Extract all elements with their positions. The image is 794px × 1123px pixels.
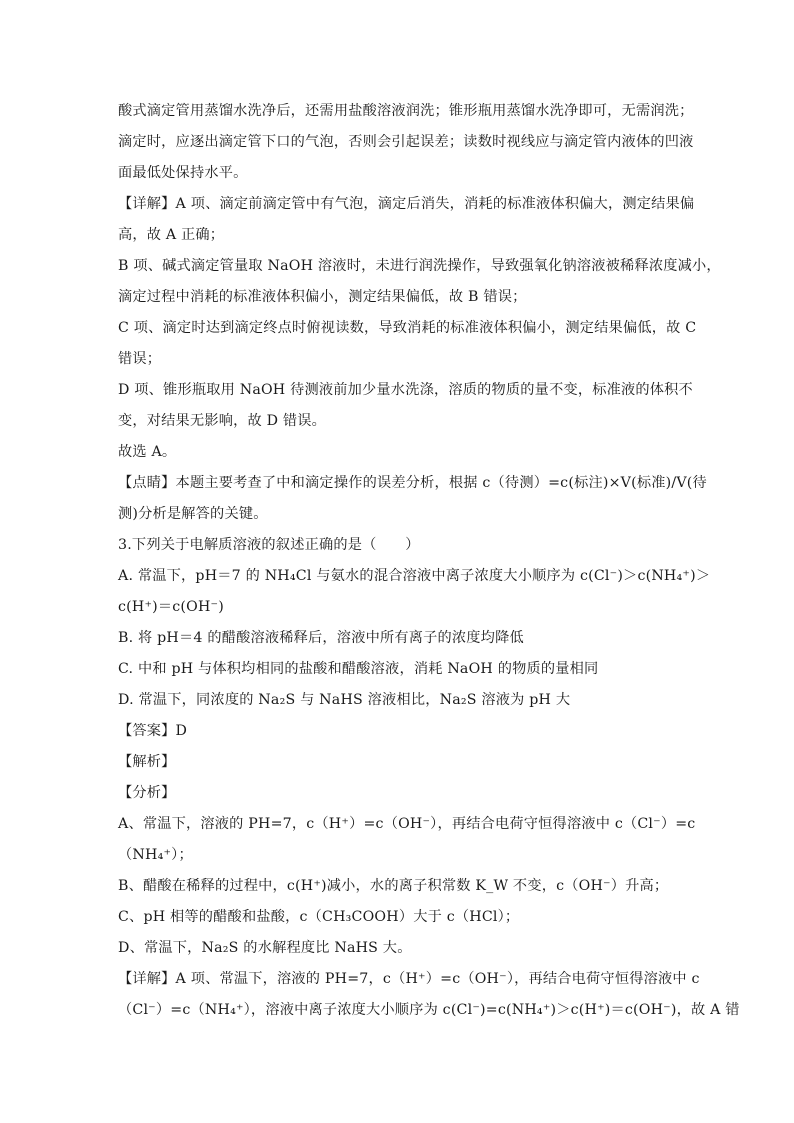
text-line: D 项、锥形瓶取用 NaOH 待测液前加少量水洗涤，溶质的物质的量不变，标准液的体积不 xyxy=(118,382,693,398)
section-heading: 【解析】 xyxy=(118,754,176,770)
answer: 【答案】D xyxy=(118,723,188,739)
text-line: 滴定时，应逐出滴定管下口的气泡，否则会引起误差；读数时视线应与滴定管内液体的凹液 xyxy=(118,134,694,150)
text-line: 变，对结果无影响，故 D 错误。 xyxy=(118,413,327,429)
text-line: 酸式滴定管用蒸馏水洗净后，还需用盐酸溶液润洗；锥形瓶用蒸馏水洗净即可，无需润洗； xyxy=(118,103,694,119)
text-line: 故选 A。 xyxy=(118,444,177,460)
text-line: （NH₄⁺）； xyxy=(118,847,193,863)
text-line: 【详解】A 项、滴定前滴定管中有气泡，滴定后消失，消耗的标准液体积偏大，测定结果偏 xyxy=(118,196,695,212)
question-title: 3.下列关于电解质溶液的叙述正确的是（ ） xyxy=(118,537,420,553)
text-line: B 项、碱式滴定管量取 NaOH 溶液时，未进行润洗操作，导致强氧化钠溶液被稀释浓度减小， xyxy=(118,258,721,274)
text-line: C 项、滴定时达到滴定终点时俯视读数，导致消耗的标准液体积偏小，测定结果偏低，故 C xyxy=(118,320,697,336)
text-line: A、常温下，溶液的 PH=7，c（H⁺）=c（OH⁻），再结合电荷守恒得溶液中 c（Cl⁻）=c xyxy=(118,816,696,832)
option-a: A. 常温下，pH＝7 的 NH₄Cl 与氨水的混合溶液中离子浓度大小顺序为 c(Cl⁻)＞c(NH₄⁺)＞ xyxy=(118,568,711,584)
text-line: 高，故 A 正确； xyxy=(118,227,225,243)
text-line: 【详解】A 项、常温下，溶液的 PH=7，c（H⁺）=c（OH⁻），再结合电荷守恒得溶液中 c xyxy=(118,971,700,987)
option-c: C. 中和 pH 与体积均相同的盐酸和醋酸溶液，消耗 NaOH 的物质的量相同 xyxy=(118,661,599,677)
text-line: B、醋酸在稀释的过程中，c(H⁺)减小，水的离子积常数 K_W 不变，c（OH⁻）升高； xyxy=(118,878,669,894)
text-line: 测)分析是解答的关键。 xyxy=(118,506,268,522)
section-heading: 【分析】 xyxy=(118,785,176,801)
option-d: D. 常温下，同浓度的 Na₂S 与 NaHS 溶液相比，Na₂S 溶液为 pH 大 xyxy=(118,692,571,708)
text-line: 错误； xyxy=(118,351,162,367)
option-b: B. 将 pH＝4 的醋酸溶液稀释后，溶液中所有离子的浓度均降低 xyxy=(118,630,524,646)
option-a-continued: c(H⁺)＝c(OH⁻) xyxy=(118,599,224,615)
text-line: 滴定过程中消耗的标准液体积偏小，测定结果偏低，故 B 错误； xyxy=(118,289,527,305)
text-line: 【点睛】本题主要考查了中和滴定操作的误差分析，根据 c（待测）=c(标注)×V(标准)/V(待 xyxy=(118,475,707,491)
text-line: （Cl⁻）=c（NH₄⁺），溶液中离子浓度大小顺序为 c(Cl⁻)=c(NH₄⁺)＞c(H⁺)＝c(OH⁻)，故 A 错 xyxy=(118,1002,740,1018)
text-line: D、常温下，Na₂S 的水解程度比 NaHS 大。 xyxy=(118,940,412,956)
text-line: C、pH 相等的醋酸和盐酸，c（CH₃COOH）大于 c（HCl）； xyxy=(118,909,520,925)
text-line: 面最低处保持水平。 xyxy=(118,165,248,181)
